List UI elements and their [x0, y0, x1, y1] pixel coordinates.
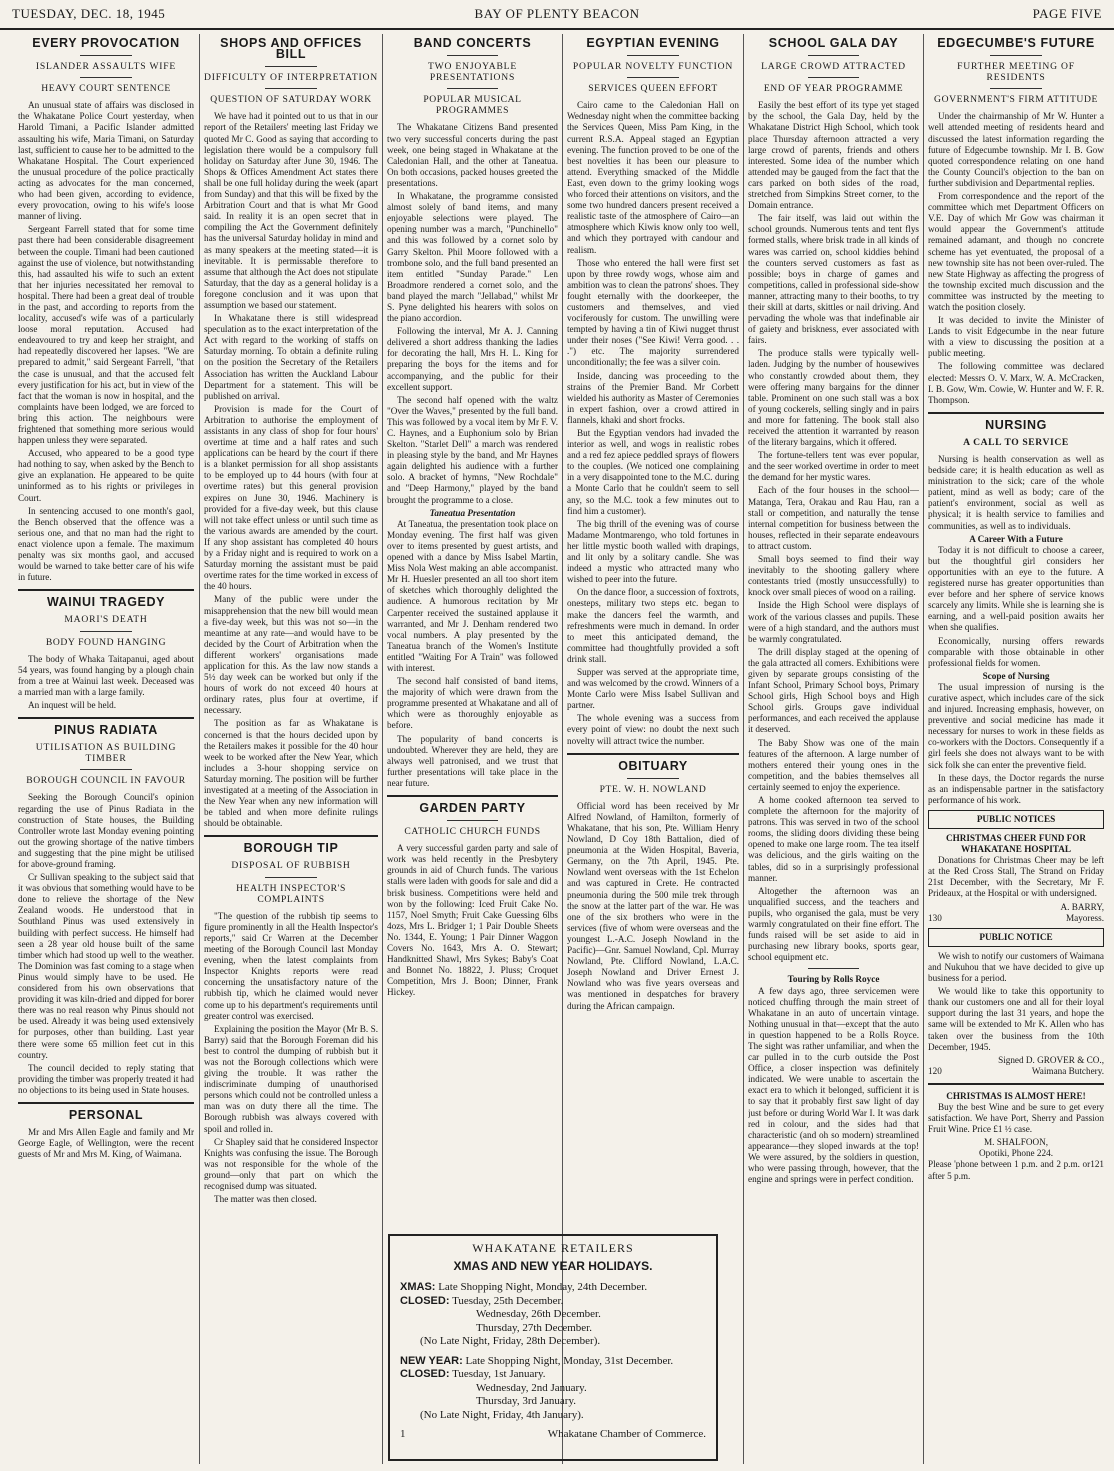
column-rule	[743, 34, 744, 1464]
paragraph: An unusual state of affairs was disclosed in the Whakatane Police Court yesterday, when Harold Timani, a Pacific Islander admitted assaulting his wife, Maria Timani, on Saturday last, sufficient to cause her to be admitted to the Whakatane Hospital. The Court experienced the unusual procedure of the police practically acting as advocates for the man concerned, who had been given, according to evidence, every provocation, owing to his wife's loose manner of living.	[18, 100, 194, 222]
headline-shops-offices-bill: SHOPS AND OFFICES BILL	[220, 36, 362, 62]
divider	[80, 631, 133, 632]
paragraph: We have had it pointed out to us that in our report of the Retailers' meeting last Friday we quoted Mr C. Good as saying that according to legislation there would be a compulsory full holiday on Saturday after June 30, 1946. The Shops & Offices Amendment Act states there shall be one full holiday during the week (apart from Sunday) and that this will be fixed by the Arbitration Court and that is what Mr Good said. In reality it is an open secret that in compiling the Act the Government definitely has the universal Saturday holiday in mind and as many speakers at the meeting stated—it is inevitable. It is permissable therefore to assume that although the Act does not stipulate Saturday, that the day as a general holiday is a foregone conclusion and it was upon that assumption we based our statement.	[204, 111, 378, 310]
ad-number: 130	[928, 912, 942, 923]
headline-pinus-radiata: PINUS RADIATA	[54, 723, 158, 738]
paragraph: The fair itself, was laid out within the school grounds. Numerous tents and tent flys formed stalls, where brisk trade in all kinds of wares was carried on, school kiddies behind the counters served customers as fast as possible; boys in charge of games and competitions, called in professional side-show manner, attracting many to their booths, to try their skill at darts, skittles or nail driving. And pervading the whole was that indefinable air of gaiety and briskness, ever associated with fairs.	[748, 213, 919, 346]
paragraph: Cairo came to the Caledonian Hall on Wednesday night when the committee backing the Services Queen, Miss Pam King, in the current R.S.A. Appeal staged an Egyptian evening. The function proved to be one of the best novelties it has been our pleasure to attend. Everything smacked of the Middle East, even down to the grimy looking wogs who forced their attentions on visitors, and the some two hundred dancers present received a realistic taste of the atmosphere of Cairo—an atmosphere which Kiwis know only too well, and which they portrayed with candour and realism.	[567, 100, 739, 255]
paragraph: Economically, nursing offers rewards comparable with those obtainable in other professional fields for women.	[928, 635, 1104, 668]
ad-signature: Whakatane Chamber of Commerce.	[547, 1428, 706, 1440]
ad-footer	[400, 1428, 706, 1442]
notice-headline: CHRISTMAS IS ALMOST HERE!	[946, 1090, 1086, 1101]
subhead-rolls-royce: Touring by Rolls Royce	[787, 974, 880, 985]
divider	[18, 589, 194, 591]
headline-school-gala-day: SCHOOL GALA DAY	[768, 36, 899, 50]
paragraph: From correspondence and the report of the committee which met Department Officers on V.E. Day of which Mr Gow was chairman it would appear the Government's attitude remained adamant, and though no concrete scheme has yet eventuated, the proposal of a new township site has not been over-ruled. The new State Highway as affecting the progress of the township excited much discussion and the committee was instructed by the meeting to watch the position closely.	[928, 191, 1104, 312]
paragraph: Inside the High School were displays of work of the various classes and pupils. These were of a high standard, and the authors must be warmly congratulated.	[748, 600, 919, 644]
paragraph: The matter was then closed.	[214, 1194, 317, 1205]
subhead-scope: Scope of Nursing	[982, 670, 1050, 681]
paragraph: A few days ago, three servicemen were noticed chuffing through the main street of Whakatane in an auto of uncertain vintage. Nothing unusual in that—except that the auto in question happened to be a Rolls Royce. The sight was rather unfamiliar, and when the car pulled in to the curb outside the Post Office, a closer inspection was definitely indicated. We were unable to ascertain the exact era to which it belonged, sufficient it is to say that it probably first saw light of day just before or during World War I. It was dark red in colour, and the sides had that characteristic (and oh so modern) streamlined appearance—they sloped inwards at the top! We were assured, by the soldiers in question, who were passing through, however, that the engine and springs were in perfect condition.	[748, 985, 919, 1185]
paragraph: Those who entered the hall were first set upon by three rowdy wogs, whose aim and ambition was to clean the patrons' shoes. They fought eternally with the doorkeeper, the customers and themselves, and vied vociferously for custom. The unwilling were tempted by having a tin of Kiwi nugget thrust under their noses ("See Kiwi! Verra good. . . .") etc. The majority surrendered unconditionally; the fee was a silver coin.	[567, 257, 739, 368]
subhead: LARGE CROWD ATTRACTED	[761, 61, 906, 73]
paragraph: Under the chairmanship of Mr W. Hunter a well attended meeting of residents heard and discussed the latest information regarding the future of Edgecumbe township. Mr I. B. Gow quoted correspondence relating on one hand the County Council's objection to the ban on further subdivision and Departmental replies.	[928, 111, 1104, 188]
paragraph: Accused, who appeared to be a good type had nothing to say, when asked by the Bench to give an explanation. He appeared to be quite uninformed as to his rights or privileges in Court.	[18, 448, 194, 503]
paragraph: The following committee was declared elected: Messrs O. V. Marx, W. A. McCracken, I. B. Gow, Wm. Cowie, W. Hunter and W. F. R. Thompson.	[928, 361, 1104, 405]
paragraph: We wish to notify our customers of Waimana and Nukuhou that we have decided to give up business for a period.	[928, 950, 1104, 984]
phone-note: Please 'phone between 1 p.m. and 2 p.m. or after 5 p.m.	[928, 1159, 1091, 1181]
signature: A. BARRY,	[1060, 901, 1104, 912]
paragraph: Small boys seemed to find their way inevitably to the shooting gallery where contestants tried (mostly unsuccessfully) to knock over small pieces of wood on a railing.	[748, 554, 919, 598]
subhead-taneatua: Taneatua Presentation	[429, 507, 516, 518]
paragraph: A very successful garden party and sale of work was held recently in the Presbytery grounds in aid of Church funds. The various stalls were laden with goods for sale and did a brisk business. Competitions were held and won by the following: Iced Fruit Cake No. 1157, Noel Smyth; Fruit Cake Guessing 6lbs 4ozs, Mrs L. Bridger 1; 1 Pair Double Sheets No. 1344, E. Young; 1 Pair Dinner Waggon Covers No. 1643, Mrs A. O. Stewart; Handknitted Shawl, Mrs Sykes; Baby's Coat and Bonnet No. 18822, J. Pluss; Croquet Competition, Mrs J. Boon; Dinner, Frank Hickey.	[387, 843, 558, 998]
paragraph: Seeking the Borough Council's opinion regarding the use of Pinus Radiata in the construction of State houses, the Building Controller wrote last Monday evening pointing out the growing shortage of the native timbers and suggesting that the pine might be utilised for above-ground framing.	[18, 792, 194, 869]
paragraph: Nursing is health conservation as well as bedside care; it is health education as well as ministration to the sick; care of the whole patient, mind as well as body; care of the patient's environment, social as well as physical; it is health service to families and communities, as well as to individuals.	[928, 454, 1104, 531]
divider	[265, 88, 317, 89]
headline-edgecumbes-future: EDGECUMBE'S FUTURE	[937, 36, 1095, 50]
headline-obituary: OBITUARY	[618, 758, 688, 773]
headline-band-concerts: BAND CONCERTS	[413, 36, 532, 50]
paragraph: Mr and Mrs Allen Eagle and family and Mr George Eagle, of Wellington, were the recent guests of Mr and Mrs M. King, of Waimana.	[18, 1127, 194, 1160]
paragraph: The whole evening was a success from every point of view: no doubt the next such novelty will attract twice the number.	[567, 713, 739, 746]
signature-line	[928, 913, 1104, 924]
signature-place: Waimana Butchery.	[1031, 1065, 1104, 1076]
divider	[627, 55, 679, 56]
paragraph: Many of the public were under the misapprehension that the new bill would mean a five-day week, but this was not so—in the meantime at any rate—and would have to be decided by the Court of Arbitration when the different workers' organisations made application for this. As the law now stands a 5½ day week can be worked but only if the hours of work do not exceed 40 hours at ordinary rates, plus four at overtime, if necessary.	[204, 594, 378, 716]
article-body	[18, 100, 194, 583]
paragraph: An inquest will be held.	[28, 699, 117, 710]
ad-value: Wednesday, 26th December.	[476, 1308, 601, 1320]
subhead: A CALL TO SERVICE	[963, 436, 1069, 448]
paragraph: Altogether the afternoon was an unqualified success, and the teachers and pupils, who organised the gala, must be very warmly congratulated on their fine effort. The funds raised will be set aside to aid in purchasing new library books, sports gear, school equipment etc.	[748, 885, 919, 963]
headline-nursing: NURSING	[985, 417, 1047, 432]
divider	[808, 968, 859, 969]
subhead: MAORI'S DEATH	[64, 614, 148, 626]
paragraph: In Whakatane there is still widespread speculation as to the exact interpretation of the Act with regard to the working of staffs on Saturday morning. To obtain a definite ruling on the position the Secretary of the Retailers Association has written the Auckland Labour Department for a statement. This will be published on arrival.	[204, 313, 378, 401]
signature-line	[928, 1159, 1104, 1181]
ad-title: WHAKATANE RETAILERS	[472, 1241, 634, 1255]
ad-row	[400, 1295, 706, 1309]
paragraph: The usual impression of nursing is the curative aspect, which includes care of the sick and injured. Increasing emphasis, however, on preventive and social medicine has made it necessary for nurses to work in these fields as co-workers with the Doctors. Consequently if a girl feels she does not always want to be with sick folk she can enter the preventive field.	[928, 681, 1104, 770]
subhead: BOROUGH COUNCIL IN FAVOUR	[26, 775, 186, 787]
subhead: DIFFICULTY OF INTERPRETATION	[204, 72, 378, 84]
subhead: DISPOSAL OF RUBBISH	[231, 860, 351, 872]
paragraph: Official word has been received by Mr Alfred Nowland, of Hamilton, formerly of Whakatane, that his son, Pte. William Henry Nowland, D Coy 18th Battalion, died of pneumonia at the Widen Hospital, Baveria, Germany, on the 7th April, 1945. Pte. Nowland went overseas with the 1st Echelon and was captured in Crete. He contracted pneumonia during the 500 mile trek through the snow at the latter part of the war. He was one of the six brothers who were in the services (five of whom were overseas and the youngest L.-A.C. Joseph Nowland in the Pacific)—Gnr. Samuel Nowland, Cpl. Murray Nowland, Pte. Clifford Nowland, L.A.C. Joseph Nowland and Driver Ernest J. Nowland who was five years overseas and was mentioned in despatches for bravery during the African campaign.	[567, 800, 739, 1011]
subhead: POPULAR MUSICAL PROGRAMMES	[423, 94, 522, 117]
headline-egyptian-evening: EGYPTIAN EVENING	[586, 36, 720, 50]
divider	[447, 55, 498, 56]
divider	[204, 835, 378, 837]
ad-label: XMAS:	[400, 1281, 436, 1293]
paragraph: Cr Sullivan speaking to the subject said that it was obvious that something would have to be done to relieve the shortage of the New Zealand woods. He understood that in Southland Pinus was used extensively in building with perfect success. He himself had seen a 28 year old house built of the same timber which had stood up well to the weather. The Dominion was fast coming to a stage when Pinus would simply have to be used. He considered from his own observations that providing it was kiln-dried and dipped for borer there was no real reason why Pinus should not be used. Already it was being used extensively for purposes, other than building. Last year there were some 65 million feet cut in this country.	[18, 872, 194, 1060]
divider	[567, 753, 739, 755]
paragraph: The second half consisted of band items, the majority of which were drawn from the programme presented at Whakatane and all of which were as thoroughly enjoyable as before.	[387, 676, 558, 731]
headline-garden-party: GARDEN PARTY	[419, 801, 526, 815]
subhead: POPULAR NOVELTY FUNCTION	[572, 61, 734, 73]
column-rule	[923, 34, 924, 1464]
paragraph: Explaining the position the Mayor (Mr B. S. Barry) said that the Borough Foreman did his best to control the dumping of rubbish but it was not the Borough collections which were giving the trouble. It was rather the indiscriminate dumping of unauthorised persons which could not be controlled unless a man was on duty there all the time. The Borough rubbish was always covered with spoil and rolled in.	[204, 1023, 378, 1134]
paragraph: Inside, dancing was proceeding to the strains of the Premier Band. Mr Corbett wielded his authority as Master of Ceremonies in expert fashion, over a crowd attired in flannels, khaki and short frocks.	[567, 370, 739, 425]
paragraph: Cr Shapley said that he considered Inspector Knights was confusing the issue. The Borough was not responsible for the whole of the ground—only that part on which the recognised dump was situated.	[204, 1136, 378, 1191]
ad-label: CLOSED:	[400, 1368, 450, 1380]
paragraph: A home cooked afternoon tea served to complete the afternoon for the majority of patrons. This was served in two of the school rooms, the sliding doors dividing these being opened to make one large room. The tea itself was delicious, and the girls waiting on the tables, did so in a surprisingly professional manner.	[748, 795, 919, 883]
subhead: HEAVY COURT SENTENCE	[41, 83, 171, 95]
paragraph: Easily the best effort of its type yet staged by the school, the Gala Day, held by the Whakatane District High School, which took place Thursday afternoon attracted a very large crowd of parents, friends and others interested. Some idea of the number which attended may be gauged from the fact that the cars parked on both sides of the road, stretched from Simpkins Street corner, to the Domain entrance.	[748, 100, 919, 211]
divider	[18, 717, 194, 719]
divider	[80, 769, 133, 770]
headline-every-provocation: EVERY PROVOCATION	[32, 36, 180, 50]
ad-value: Thursday, 3rd January.	[476, 1395, 576, 1407]
ad-note: (No Late Night, Friday, 28th December).	[420, 1335, 601, 1347]
paragraph: But the Egyptian vendors had invaded the interior as well, and wogs in realistic robes and a red fez apiece peddled sprays of flowers to the couples. (We noticed one complaining in a very disappointed tone to the M.C. during a Monte Carlo that he couldn't seem to sell any, so the M.C. took a few minutes out to find him a customer).	[567, 428, 739, 516]
notice-headline: CHRISTMAS CHEER FUND FOR WHAKATANE HOSPITAL	[945, 833, 1087, 855]
ad-row	[400, 1281, 706, 1295]
divider	[928, 412, 1104, 414]
subhead: TWO ENJOYABLE PRESENTATIONS	[427, 61, 517, 84]
column-3	[387, 34, 558, 1224]
divider	[627, 778, 679, 779]
column-1	[18, 34, 194, 1464]
ad-subtitle: XMAS AND NEW YEAR HOLIDAYS.	[453, 1258, 653, 1273]
page-number: PAGE FIVE	[1032, 6, 1102, 21]
divider	[18, 1102, 194, 1104]
paragraph: We would like to take this opportunity to thank our customers one and all for their loyal support during the last 31 years, and hope the same will be extended to Mr K. Allen who has taken over the business from the 10th December, 1945.	[928, 986, 1104, 1052]
subhead: FURTHER MEETING OF RESIDENTS	[957, 61, 1075, 84]
divider	[990, 55, 1043, 56]
column-4	[567, 34, 739, 1224]
ad-label: CLOSED:	[400, 1294, 450, 1307]
ad-row	[400, 1368, 706, 1382]
subhead: PTE. W. H. NOWLAND	[599, 783, 707, 795]
paragraph: Today it is not difficult to choose a career, but the thoughtful girl considers her opportunities with an eye to the future. A registered nurse has greater opportunities than ever before and her sphere of service knows scarcely any limits. While she is learning she is earning, and a well-paid position awaits her when she qualifies.	[928, 544, 1104, 633]
public-notice-banner: PUBLIC NOTICE	[928, 928, 1104, 947]
divider	[387, 795, 558, 797]
issue-date: TUESDAY, DEC. 18, 1945	[12, 6, 166, 21]
divider	[928, 1083, 1104, 1085]
subhead: QUESTION OF SATURDAY WORK	[210, 94, 372, 106]
paragraph: Each of the four houses in the school—Matanga, Tera, Orakau and Rau Hau, ran a stall or competition, and naturally the tense internal competition for business between the houses, reflected in their separate endeavours to attract custom.	[748, 485, 919, 551]
paragraph: Provision is made for the Court of Arbitration to authorise the employment of assistants in any class of shop for four hours' overtime at time and a half rates and such applications can be heard by the court if there is a blanket permission for all shop assistants to be employed up to 44 hours (with four at overtime rates) but this general provision expires on June 30, 1946. Machinery is provided for a five-day week, but this clause will not take effect unless or until such time as the various awards are amended by the court. If any shop assistant has completed 40 hours by a Friday night and is required to work on a Saturday morning the assistant must be paid overtime rates for the time worked in excess of the 40 hours.	[204, 403, 378, 592]
paragraph: The fortune-tellers tent was ever popular, and the seer worked overtime in order to meet the demand for her mystic wares.	[748, 450, 919, 483]
ad-label: NEW YEAR:	[400, 1354, 463, 1367]
subhead: SERVICES QUEEN EFFORT	[588, 83, 718, 95]
ad-number: 120	[928, 1065, 942, 1076]
signature: M. SHALFOON,	[983, 1137, 1049, 1148]
headline-personal: PERSONAL	[68, 1107, 144, 1122]
paragraph: Buy the best Wine and be sure to get every satisfaction. We have Port, Sherry and Passion Fruit Wine. Price £1 ½ case.	[928, 1101, 1104, 1135]
divider	[80, 55, 133, 56]
ad-value: Tuesday, 25th December.	[452, 1294, 564, 1307]
signature: Signed D. GROVER & CO.,	[998, 1054, 1104, 1065]
paragraph: In Whakatane, the programme consisted almost solely of band items, and many enjoyable selections were played. The opening number was a march, "Punchinello" and this was followed by a cornet solo by Garry Skelton. Phil Moore followed with a trombone solo, and the full band presented an item entitled "Sunday Parade." Len Broadmore rendered a cornet solo, and the band played the march "Jellabad," whilst Mr S. Pyne delighted his hearers with solos on the piano accordion.	[387, 191, 558, 324]
ad-value: Wednesday, 2nd January.	[476, 1381, 587, 1394]
ad-value: Late Shopping Night, Monday, 24th December.	[438, 1281, 648, 1293]
column-6	[928, 34, 1104, 1464]
ad-note: (No Late Night, Friday, 4th January).	[420, 1408, 584, 1421]
divider	[990, 88, 1043, 89]
signature-role: Mayoress.	[1065, 912, 1104, 923]
divider	[265, 66, 317, 67]
paragraph: On the dance floor, a succession of foxtrots, onesteps, military two steps etc. began to make the dancers feel the warmth, and refreshments were much in demand. In order to meet this anticipated demand, the committee had thoughtfully provided a soft drink stall.	[567, 587, 739, 664]
ad-value: Thursday, 27th December.	[476, 1321, 592, 1334]
paragraph: In these days, the Doctor regards the nurse as an indispensable partner in the satisfactory performance of his work.	[928, 772, 1104, 805]
paragraph: At Taneatua, the presentation took place on Monday evening. The first half was given over to items presented by guest artists, and opened with a dance by Miss Isabel Martin, Miss Nola West making an able accompanist. Mr H. Huesler presented an all too short item of sketches which thoroughly delighted the audience. A humorous recitation by Mr Carpenter received the sustained applause it warranted, and Mr J. Denham rendered two vocal numbers. A play presented by the Taneatua branch of the Women's Institute entitled "Waiting For A Train" was followed with interest.	[387, 518, 558, 673]
ad-value: Tuesday, 1st January.	[452, 1368, 546, 1380]
retailers-advertisement	[388, 1234, 718, 1461]
subhead-career: A Career With a Future	[969, 533, 1063, 544]
public-notices-banner: PUBLIC NOTICES	[928, 810, 1104, 829]
paragraph: The big thrill of the evening was of course Madame Montmarengo, who told fortunes in her little mystic booth walled with drapings, and lit only by a solitary candle. She was indeed a mystic who attracted many who wished to peer into the future.	[567, 518, 739, 585]
paragraph: "The question of the rubbish tip seems to figure prominently in all the Health Inspector's reports," said Cr Warren at the December meeting of the Borough Council last Monday evening, when the latest complaints from Inspector Knights reports were read concerning the unsatisfactory nature of the rubbish tip, which he claimed would never come up to his department's requirements until greater control was exercised.	[204, 910, 378, 1021]
paragraph: The Baby Show was one of the main features of the afternoon. A large number of mothers entered their young ones in the competition, and the babies themselves all certainly seemed to enjoy the experience.	[748, 737, 919, 792]
paper-title: BAY OF PLENTY BEACON	[474, 6, 640, 21]
subhead: UTILISATION AS BUILDING TIMBER	[35, 742, 177, 765]
ad-row	[400, 1355, 706, 1369]
masthead	[0, 0, 1114, 30]
ad-number: 1	[400, 1428, 406, 1440]
divider	[808, 77, 859, 78]
headline-borough-tip: BOROUGH TIP	[243, 841, 339, 856]
paragraph: Sergeant Farrell stated that for some time past there had been considerable disagreement between the couple. Timani had been cautioned against the use of violence, but notwithstanding this, had assaulted his wife to such an extent that her injuries necessitated her removal to hospital. There had been a great deal of trouble in the past, and according to reports from the locality, accused's wife was of a particularly loose moral reputation. Accused had endeavoured to try and keep her straight, and had repeatedly discovered her lapses. "We are prepared to admit," said Sergeant Farrell, "that the case is unusual, and that the accused felt every justification for his act, but in view of the fact that the woman is now in hospital, and the complaints have been lodged, we are forced to bring this action. The neighbours were frightened that something more serious would happen unless they were separated.	[18, 224, 194, 446]
paragraph: Supper was served at the appropriate time, and was welcomed by the crowd. Winners of a Monte Carlo were Miss Isabel Sullivan and partner.	[567, 666, 739, 711]
subhead: BODY FOUND HANGING	[45, 636, 167, 648]
headline-wainui-tragedy: WAINUI TRAGEDY	[46, 595, 166, 610]
signature-line	[928, 1066, 1104, 1077]
paragraph: The second half opened with the waltz "Over the Waves," presented by the full band. This was followed by a vocal item by Mr F. V. C. Haynes, and a Euphonium solo by Brian Skelton. "Starlet Dell" a march was rendered in pleasing style by the band, and Mr Haynes again delighted his audience with a further solo. A bracket of hymns, "New Rochdale" and "Deep Harmony," played by the band brought the programme to a close.	[387, 394, 558, 505]
subhead: HEALTH INSPECTOR'S COMPLAINTS	[236, 882, 346, 905]
paragraph: The popularity of band concerts is undoubted. Wherever they are held, they are always well patronised, and we trust that further presentations will take place in the near future.	[387, 733, 558, 788]
subhead: ISLANDER ASSAULTS WIFE	[35, 61, 177, 73]
paragraph: The position as far as Whakatane is concerned is that the hours decided upon by the Retailers makes it possible for the 40 hour week to be worked after the New Year, which includes a 3-hour shopping service on Saturday morning. The position will be further investigated at a meeting of the Association in the New Year when any new information will be tabled and when more definite rulings should be obtainable.	[204, 718, 378, 829]
paragraph: Donations for Christmas Cheer may be left at the Red Cross Stall, The Strand on Friday 21st December, with the Secretary, Mr F. Prideaux, at the Hospital or with undersigned.	[928, 855, 1104, 899]
paragraph: The council decided to reply stating that providing the timber was properly treated it had no objections to its being used in State houses.	[18, 1062, 194, 1095]
address: Opotiki, Phone 224.	[978, 1148, 1053, 1159]
column-rule	[199, 34, 200, 1464]
divider	[627, 77, 679, 78]
paragraph: In sentencing accused to one month's gaol, the Bench observed that the offence was a serious one, and that no man had the right to enact violence upon a female. The maximum penalty was six months gaol, and accused would be warned to take better care of his wife in future.	[18, 505, 194, 583]
ad-number: 121	[1090, 1159, 1104, 1170]
paragraph: The body of Whaka Taitapanui, aged about 54 years, was found hanging by a plough chain from a tree at Wainui last week. Deceased was a married man with a large family.	[18, 653, 194, 697]
divider	[447, 88, 498, 89]
divider	[265, 877, 317, 878]
subhead: CATHOLIC CHURCH FUNDS	[404, 826, 541, 838]
paragraph: The drill display staged at the opening of the gala attracted all comers. Exhibitions were given by separate groups consisting of the Infant School, Primary School boys, Primary School girls, High School boys and High School girls. Groups gave individual performances, and each received the applause it deserved.	[748, 646, 919, 735]
column-rule	[382, 34, 383, 1464]
divider	[808, 55, 859, 56]
divider	[80, 77, 133, 78]
subhead: END OF YEAR PROGRAMME	[763, 83, 904, 95]
column-5	[748, 34, 919, 1464]
ad-value: Late Shopping Night, Monday, 31st December.	[465, 1354, 674, 1367]
paragraph: Following the interval, Mr A. J. Canning delivered a short address thanking the ladies for decorating the hall, Mrs H. L. King for preparing the boys for the items and for accompanying, and the public for their excellent support.	[387, 326, 558, 392]
paragraph: The Whakatane Citizens Band presented two very successful concerts during the past week, one being staged in Whakatane at the Caledonian Hall, and the other at Taneatua. On both occasions, packed houses greeted the presentations.	[387, 122, 558, 188]
subhead: GOVERNMENT'S FIRM ATTITUDE	[934, 94, 1098, 106]
paragraph: The produce stalls were typically well-laden. Judging by the number of housewives who constantly crowded about them, they were offering many bargains for the dinner table. Prominent on one such stall was a box of young cockerels, selling singly and in pairs and more for fattening. The book stall also received the attention it warranted by reason of the literary bargains, which it offered.	[748, 348, 919, 448]
divider	[447, 820, 498, 821]
column-2	[204, 34, 378, 1464]
paragraph: It was decided to invite the Minister of Lands to visit Edgecumbe in the near future with a view to discussing the position at a public meeting.	[928, 315, 1104, 359]
